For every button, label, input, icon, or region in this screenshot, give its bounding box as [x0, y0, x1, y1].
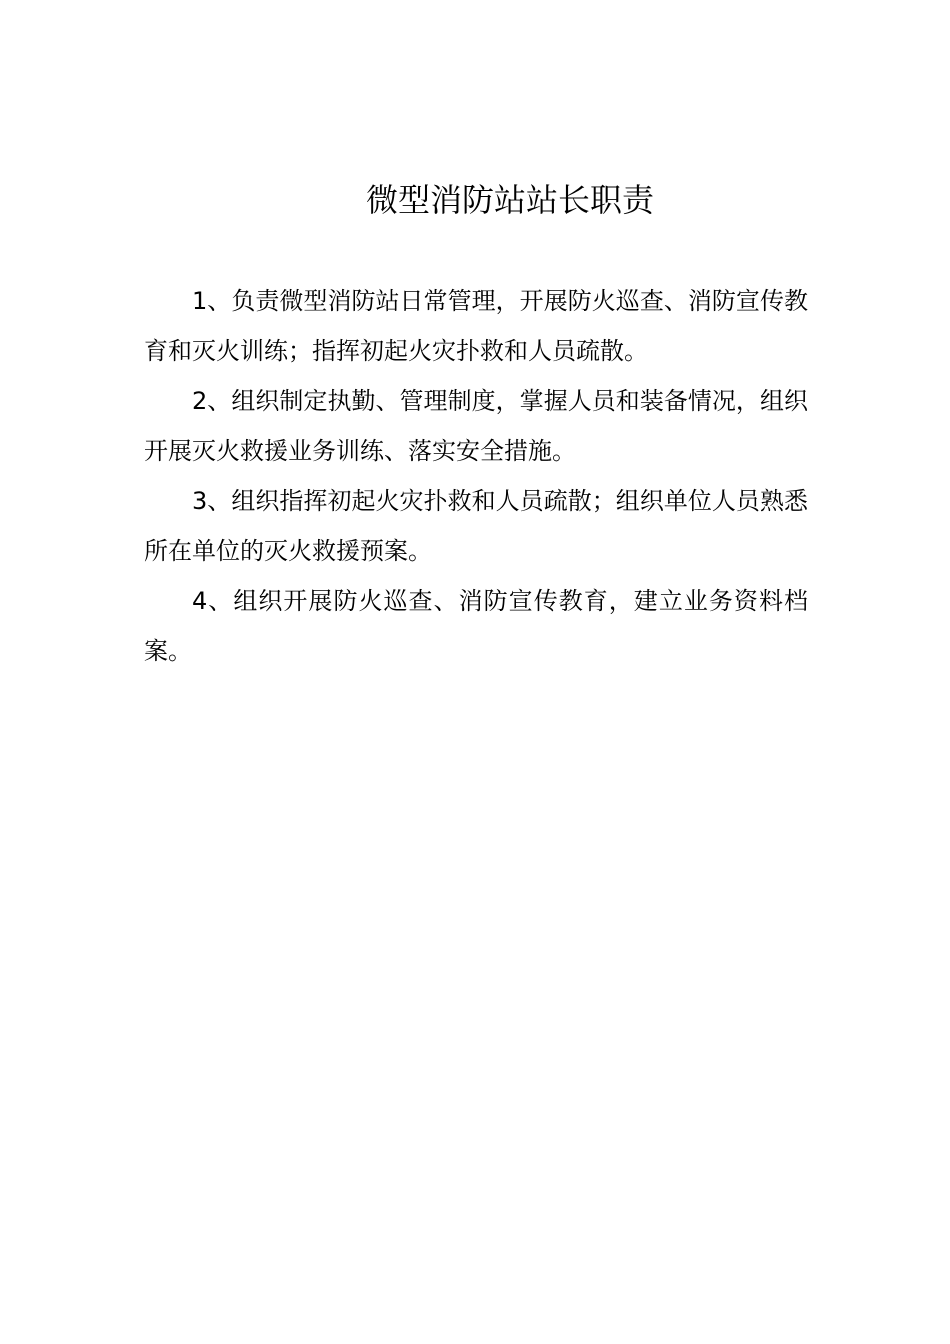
- duty-item-4: 4、组织开展防火巡查、消防宣传教育，建立业务资料档案。: [144, 587, 808, 665]
- duty-item-1: 1、负责微型消防站日常管理，开展防火巡查、消防宣传教育和灭火训练；指挥初起火灾扑救和人员疏散。: [144, 287, 808, 365]
- document-title: 微型消防站站长职责: [365, 181, 654, 219]
- duty-item-3: 3、组织指挥初起火灾扑救和人员疏散；组织单位人员熟悉所在单位的灭火救援预案。: [144, 487, 808, 565]
- duty-item-2: 2、组织制定执勤、管理制度，掌握人员和装备情况，组织开展灭火救援业务训练、落实安全措施。: [144, 387, 808, 465]
- document-body: [144, 276, 808, 676]
